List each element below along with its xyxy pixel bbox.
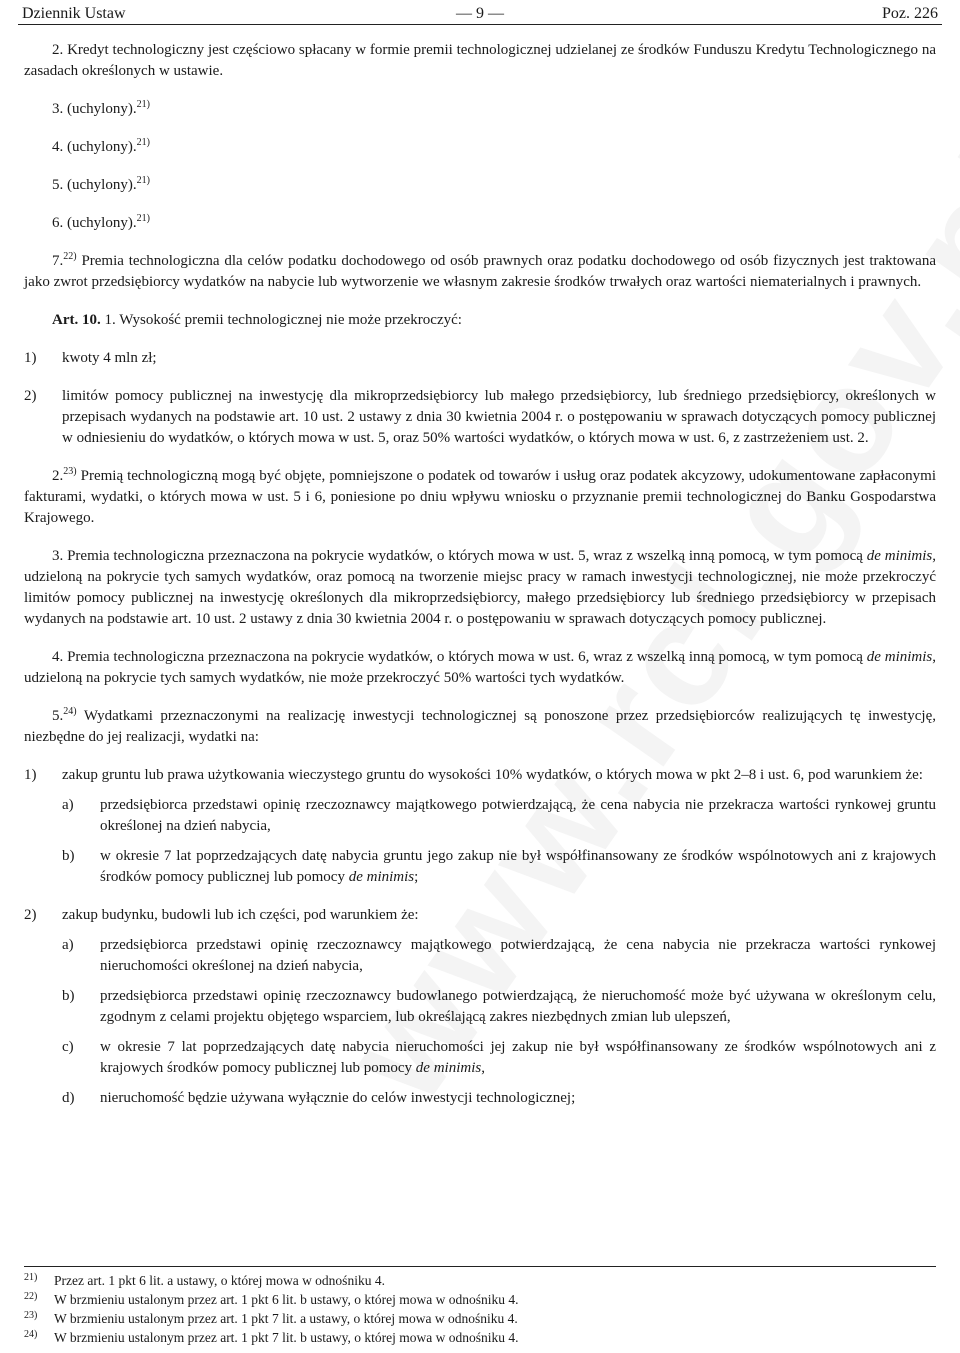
sub-list-item: b) w okresie 7 lat poprzedzających datę nabycia gruntu jego zakup nie był współfinansowany ze środków wspólnotowych ani z krajowych środków pomocy publicznej lub pomocy de minimis; bbox=[62, 848, 936, 885]
paragraph-3: 3. (uchylony).$^{21)}$ bbox=[52, 99, 150, 117]
article-10-paragraph-5: 5.$^{24)}$ Wydatkami przeznaczonymi na realizację inwestycji technologicznej są ponoszone przez przedsiębiorców realizujących tę inwestycję, niezbędne do jej realizacji, wydatki na: bbox=[24, 706, 936, 745]
sub-list-item: d) nieruchomość będzie używana wyłącznie do celów inwestycji technologicznej; bbox=[62, 1090, 576, 1106]
paragraph-6: 6. (uchylony).$^{21)}$ bbox=[52, 213, 150, 231]
document-body bbox=[24, 40, 936, 1109]
article-10-paragraph-4: 4. Premia technologiczna przeznaczona na pokrycie wydatków, o których mowa w ust. 6, wraz z wszelką inną pomocą, w tym pomocą de minimis, udzieloną na pokrycie tych samych wydatków, nie może przekroczyć 50% wartości tych wydatków. bbox=[24, 649, 936, 686]
footnote-ref: 22) bbox=[63, 251, 77, 262]
page-number: — 9 — bbox=[456, 5, 504, 22]
footnote: 21) Przez art. 1 pkt 6 lit. a ustawy, o której mowa w odnośniku 4. bbox=[24, 1272, 385, 1288]
footnote: 22) W brzmieniu ustalonym przez art. 1 pkt 6 lit. b ustawy, o której mowa w odnośniku 4. bbox=[24, 1291, 519, 1307]
paragraph-2: 2. Kredyt technologiczny jest częściowo spłacany w formie premii technologicznej udzielanej ze środków Funduszu Kredytu Technologicznego na zasadach określonych w ustawie. bbox=[24, 42, 936, 79]
footnote-ref: 21) bbox=[136, 213, 150, 224]
list-item: 1) kwoty 4 mln zł; bbox=[24, 350, 157, 366]
footnote-ref: 21) bbox=[136, 99, 150, 110]
page-header bbox=[18, 2, 942, 25]
footnote: 23) W brzmieniu ustalonym przez art. 1 pkt 7 lit. a ustawy, o której mowa w odnośniku 4. bbox=[24, 1310, 518, 1326]
paragraph-7: 7.$^{22)}$ Premia technologiczna dla celów podatku dochodowego od osób prawnych oraz podatku dochodowego od osób fizycznych jest traktowana jako zwrot przedsiębiorcy wydatków na nabycie lub wytworzenie we własnym zakresie środków trwałych oraz wartości niematerialnych i prawnych. bbox=[24, 251, 936, 290]
list-item: 2) zakup budynku, budowli lub ich części, pod warunkiem że: bbox=[24, 907, 419, 923]
footnotes bbox=[24, 1266, 936, 1347]
journal-title: Dziennik Ustaw bbox=[22, 5, 126, 22]
footnote-ref: 24) bbox=[63, 706, 77, 717]
article-10-paragraph-3: 3. Premia technologiczna przeznaczona na pokrycie wydatków, o których mowa w ust. 5, wraz z wszelką inną pomocą, w tym pomocą de minimis, udzieloną na pokrycie tych samych wydatków, oraz pomocą na tworzenie miejsc pracy w ramach inwestycji technologicznej, nie może przekroczyć limitów pomocy publicznej na inwestycję określonych dla mikroprzedsiębiorcy, małego przedsiębiorcy lub średniego przedsiębiorcy w przepisach wydanych na podstawie art. 10 ust. 2 ustawy z dnia 30 kwietnia 2004 r. o postępowaniu w sprawach dotyczących pomocy publicznej. bbox=[24, 548, 936, 627]
list-item: 2) limitów pomocy publicznej na inwestycję dla mikroprzedsiębiorcy lub małego przedsiębiorcy, lub średniego przedsiębiorcy, określonych w przepisach wydanych na podstawie art. 10 ust. 2 ustawy z dnia 30 kwietnia 2004 r. o postępowaniu w sprawach dotyczących pomocy publicznej w odniesieniu do wydatków, o których mowa w ust. 5, oraz 50% wartości wydatków, o których mowa w ust. 6, z zastrzeżeniem ust. 2. bbox=[24, 388, 936, 446]
sub-list-item: a) przedsiębiorca przedstawi opinię rzeczoznawcy majątkowego potwierdzającą, że cena nabycia nie przekracza wartości rynkowej nieruchomości określonej na dzień nabycia, bbox=[62, 937, 936, 974]
paragraph-5: 5. (uchylony).$^{21)}$ bbox=[52, 175, 150, 193]
footnote-ref: 21) bbox=[136, 137, 150, 148]
article-10-paragraph-2: 2.$^{23)}$ Premią technologiczną mogą być objęte, pomniejszone o podatek od towarów i usług oraz podatek akcyzowy, udokumentowane zapłaconymi fakturami, wydatki, o których mowa w ust. 5 i 6, poniesione po dniu wpływu wniosku o przyznanie premii technologicznej do Banku Gospodarstwa Krajowego. bbox=[24, 466, 937, 526]
sub-list-item: c) w okresie 7 lat poprzedzających datę nabycia nieruchomości jej zakup nie był współfinansowany ze środków wspólnotowych ani z krajowych środków pomocy publicznej lub pomocy de minimis, bbox=[62, 1039, 936, 1076]
footnote-ref: 23) bbox=[63, 466, 77, 477]
article-10-paragraph-1: Art. 10. 1. Wysokość premii technologicznej nie może przekroczyć: bbox=[52, 312, 462, 328]
footnote-ref: 21) bbox=[136, 175, 150, 186]
paragraph-4: 4. (uchylony).$^{21)}$ bbox=[52, 137, 150, 155]
list-item: 1) zakup gruntu lub prawa użytkowania wieczystego gruntu do wysokości 10% wydatków, o których mowa w pkt 2–8 i ust. 6, pod warunkiem że: bbox=[24, 767, 923, 783]
position-number: Poz. 226 bbox=[882, 5, 938, 22]
footnote: 24) W brzmieniu ustalonym przez art. 1 pkt 7 lit. b ustawy, o której mowa w odnośniku 4. bbox=[24, 1329, 519, 1345]
article-heading: Art. 10. bbox=[52, 312, 101, 328]
sub-list-item: b) przedsiębiorca przedstawi opinię rzeczoznawcy budowlanego potwierdzającą, że nieruchomość może być używana w określonym celu, zgodnym z celami projektu objętego wsparciem, lub określającą zakres niezbędnych zmian lub ulepszeń, bbox=[62, 988, 936, 1025]
sub-list-item: a) przedsiębiorca przedstawi opinię rzeczoznawcy majątkowego potwierdzającą, że cena nabycia nie przekracza wartości rynkowej gruntu określonej na dzień nabycia, bbox=[62, 797, 936, 834]
